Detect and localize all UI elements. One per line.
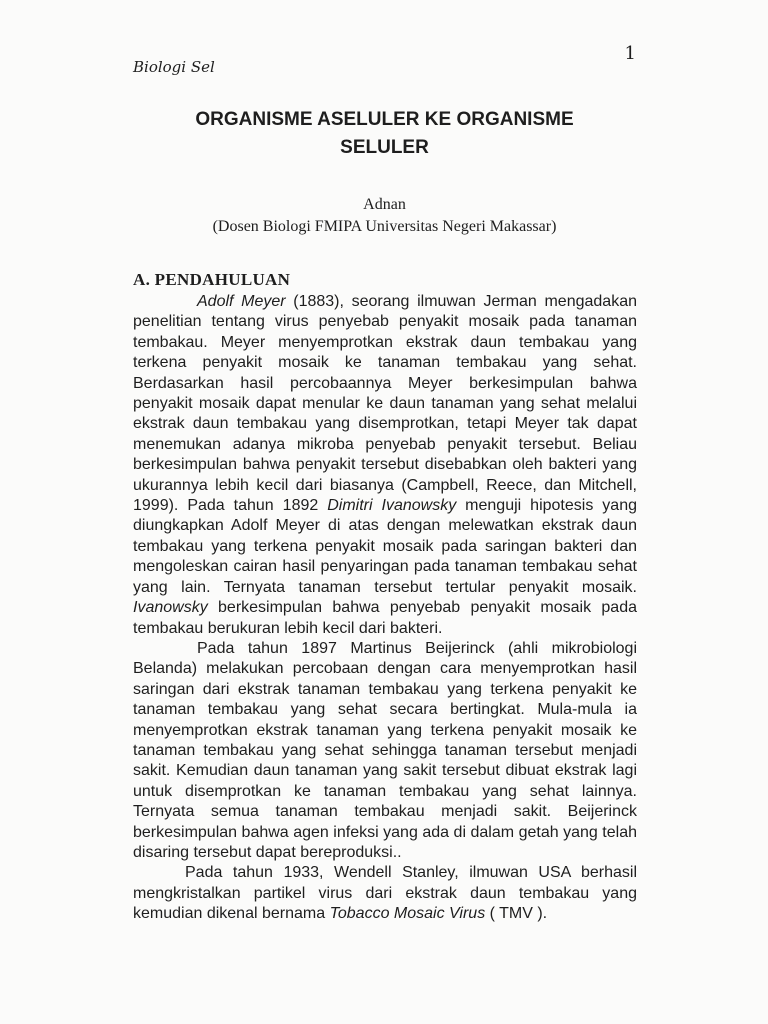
paragraph-3-virus-name: Tobacco Mosaic Virus bbox=[329, 905, 486, 923]
running-head: Biologi Sel bbox=[133, 58, 215, 76]
author-block bbox=[133, 194, 636, 238]
paragraph-1-name-meyer: Adolf Meyer bbox=[197, 293, 286, 310]
author-affiliation: (Dosen Biologi FMIPA Universitas Negeri Makassar) bbox=[212, 218, 557, 235]
paragraph-1-text-b: menguji hipotesis yang diungkapkan Adolf Meyer di atas dengan melewatkan ekstrak daun tembakau yang terkena penyakit mosaik pada saringan bakteri dan mengoleskan cairan hasil penyaringan pada tanaman tembakau sehat yang lain. Ternyata tanaman tersebut tertular penyakit mosaik. bbox=[133, 497, 637, 596]
paragraph-1-text-c: berkesimpulan bahwa penyebab penyakit mosaik pada tembakau berukuran lebih kecil dari bakteri. bbox=[133, 599, 637, 637]
body-text bbox=[133, 292, 637, 925]
paragraph-1-name-ivanowsky: Dimitri Ivanowsky bbox=[327, 497, 457, 515]
paragraph-3-text-b: ( TMV ). bbox=[485, 905, 548, 923]
section-heading: A. PENDAHULUAN bbox=[133, 270, 291, 289]
paragraph-3-text-a: Pada tahun 1933, Wendell Stanley, ilmuwan USA berhasil mengkristalkan partikel virus dari ekstrak daun tembakau yang kemudian dikenal bernama bbox=[133, 864, 637, 923]
document-title bbox=[133, 106, 636, 162]
title-line-1: ORGANISME ASELULER KE ORGANISME bbox=[195, 109, 574, 130]
paragraph-1-name-ivanowsky-2: Ivanowsky bbox=[133, 599, 208, 617]
page-number: 1 bbox=[624, 43, 636, 64]
title-line-2: SELULER bbox=[340, 137, 429, 158]
author-name: Adnan bbox=[363, 196, 406, 213]
paragraph-1 bbox=[133, 292, 637, 639]
paragraph-2: Pada tahun 1897 Martinus Beijerinck (ahli mikrobiologi Belanda) melakukan percobaan dengan cara menyemprotkan hasil saringan dari ekstrak tanaman tembakau yang terkena penyakit ke tanaman tembakau yang sehat secara bertingkat. Mula-mula ia menyemprotkan ekstrak tanaman yang terkena penyakit mosaik ke tanaman tembakau yang sehat sehingga tanaman tersebut menjadi sakit. Kemudian daun tanaman yang sakit tersebut dibuat ekstrak lagi untuk disemprotkan ke tanaman tembakau yang sehat lainnya. Ternyata semua tanaman tembakau menjadi sakit. Beijerinck berkesimpulan bahwa agen infeksi yang ada di dalam getah yang telah disaring tersebut dapat bereproduksi.. bbox=[133, 639, 637, 861]
paragraph-3 bbox=[133, 863, 637, 924]
paragraph-1-text-a: (1883), seorang ilmuwan Jerman mengadakan penelitian tentang virus penyebab penyakit mosaik pada tanaman tembakau. Meyer menyemprotkan ekstrak daun tembakau yang terkena penyakit mosaik ke tanaman tembakau yang sehat. Berdasarkan hasil percobaannya Meyer berkesimpulan bahwa penyakit mosaik dapat menular ke daun tanaman yang sehat melalui ekstrak daun tembakau yang disemprotkan, tetapi Meyer tak dapat menemukan adanya mikroba penyebab penyakit tersebut. Beliau berkesimpulan bahwa penyakit tersebut disebabkan oleh bakteri yang ukurannya lebih kecil dari biasanya (Campbell, Reece, dan Mitchell, 1999). Pada tahun 1892 bbox=[133, 293, 637, 515]
